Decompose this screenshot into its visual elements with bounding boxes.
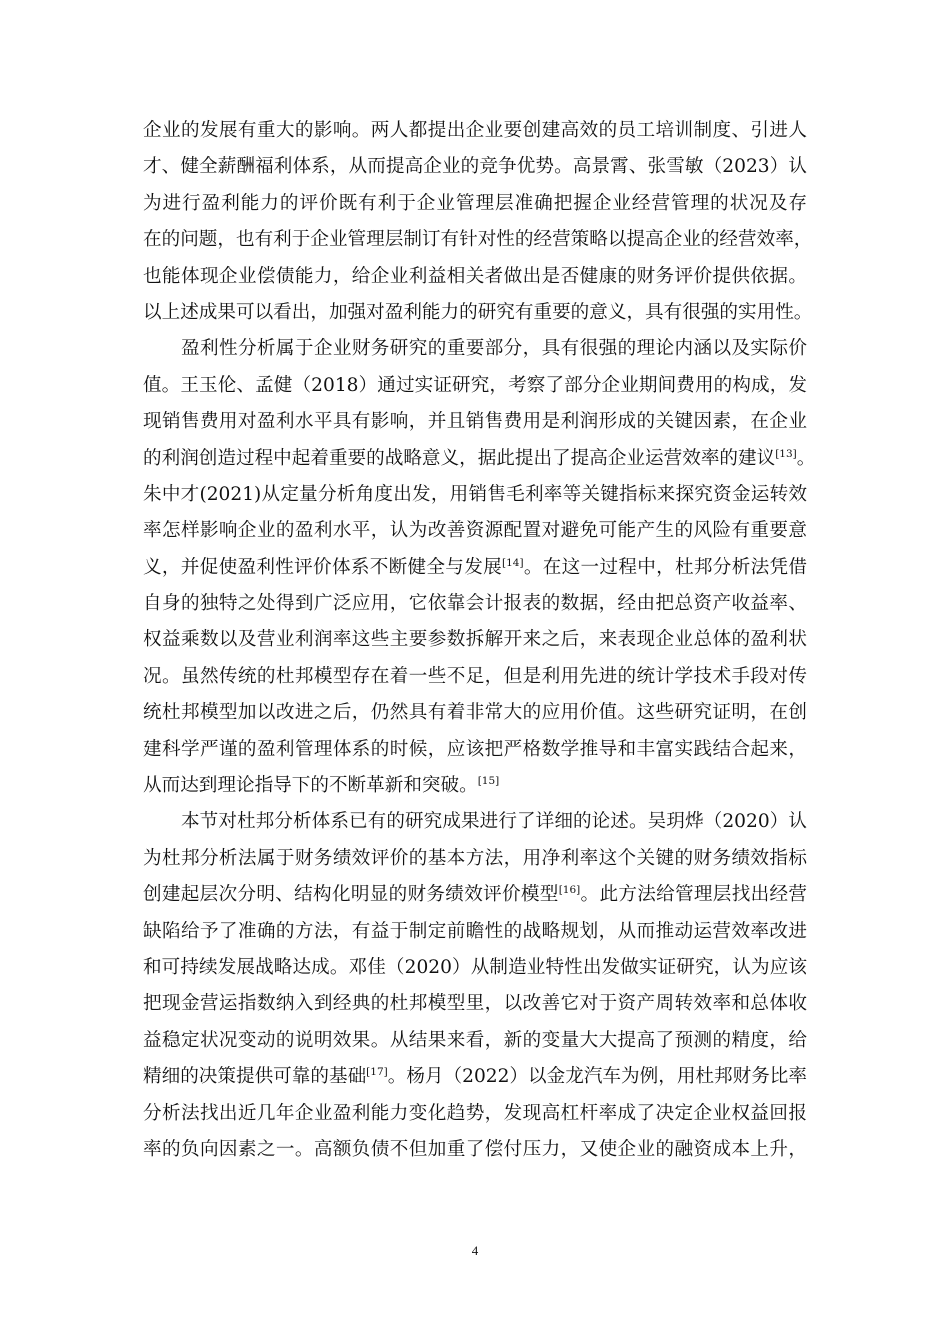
paragraph-2 bbox=[143, 331, 816, 804]
text-line: 益稳定状况变动的说明效果。从结果来看，新的变量大大提高了预测的精度，给 bbox=[143, 1029, 807, 1051]
text-line: 自身的独特之处得到广泛应用，它依靠会计报表的数据，经由把总资产收益率、 bbox=[143, 593, 807, 615]
page-number: 4 bbox=[471, 1243, 479, 1258]
text-line: 分析法找出近几年企业盈利能力变化趋势，发现高杠杆率成了决定企业权益回报 bbox=[143, 1102, 807, 1124]
citation-13: [13] bbox=[775, 447, 797, 460]
text-line: 和可持续发展战略达成。邓佳（2020）从制造业特性出发做实证研究，认为应该 bbox=[143, 956, 807, 978]
text-line: 把现金营运指数纳入到经典的杜邦模型里，以改善它对于资产周转效率和总体收 bbox=[143, 993, 807, 1015]
citation-16: [16] bbox=[558, 884, 581, 897]
text-line: 值。王玉伦、孟健（2018）通过实证研究，考察了部分企业期间费用的构成，发 bbox=[143, 374, 807, 396]
citation-15: [15] bbox=[477, 775, 500, 788]
text-line: 企业的发展有重大的影响。两人都提出企业要创建高效的员工培训制度、引进人 bbox=[143, 120, 807, 141]
text-line: 的利润创造过程中起着重要的战略意义，据此提出了提高企业运营效率的建议[13]。 bbox=[143, 447, 816, 469]
text-line: 率的负向因素之一。高额负债不但加重了偿付压力，又使企业的融资成本上升， bbox=[143, 1138, 807, 1160]
text-line: 义，并促使盈利性评价体系不断健全与发展[14]。在这一过程中，杜邦分析法凭借 bbox=[143, 556, 807, 578]
text-line: 在的问题，也有利于企业管理层制订有针对性的经营策略以提高企业的经营效率， bbox=[143, 229, 813, 251]
text-line: 缺陷给予了准确的方法，有益于制定前瞻性的战略规划，从而推动运营效率改进 bbox=[143, 920, 807, 942]
text-line: 建科学严谨的盈利管理体系的时候，应该把严格数学推导和丰富实践结合起来， bbox=[143, 738, 807, 760]
text-line: 况。虽然传统的杜邦模型存在着一些不足，但是利用先进的统计学技术手段对传 bbox=[143, 665, 807, 687]
paragraph-1 bbox=[143, 113, 813, 331]
text-line: 才、健全薪酬福利体系，从而提高企业的竞争优势。高景霄、张雪敏（2023）认 bbox=[143, 156, 807, 178]
text-line: 统杜邦模型加以改进之后，仍然具有着非常大的应用价值。这些研究证明，在创 bbox=[143, 702, 807, 724]
paragraph-3 bbox=[143, 804, 807, 1168]
text-line: 现销售费用对盈利水平具有影响，并且销售费用是利润形成的关键因素，在企业 bbox=[143, 411, 807, 433]
text-line: 率怎样影响企业的盈利水平，认为改善资源配置对避免可能产生的风险有重要意 bbox=[143, 520, 807, 542]
text-line: 从而达到理论指导下的不断革新和突破。[15] bbox=[143, 775, 500, 797]
text-line: 权益乘数以及营业利润率这些主要参数拆解开来之后，来表现企业总体的盈利状 bbox=[143, 629, 807, 651]
text-line: 创建起层次分明、结构化明显的财务绩效评价模型[16]。此方法给管理层找出经营 bbox=[143, 884, 807, 906]
text-line: 也能体现企业偿债能力，给企业利益相关者做出是否健康的财务评价提供依据。 bbox=[143, 265, 807, 287]
text-line: 以上述成果可以看出，加强对盈利能力的研究有重要的意义，具有很强的实用性。 bbox=[143, 301, 813, 323]
text-line: 为进行盈利能力的评价既有利于企业管理层准确把握企业经营管理的状况及存 bbox=[143, 192, 807, 214]
text-line: 本节对杜邦分析体系已有的研究成果进行了详细的论述。吴玥烨（2020）认 bbox=[181, 811, 807, 833]
text-line: 朱中才(2021)从定量分析角度出发，用销售毛利率等关键指标来探究资金运转效 bbox=[143, 483, 807, 505]
body-text bbox=[143, 113, 816, 1168]
text-line: 精细的决策提供可靠的基础[17]。杨月（2022）以金龙汽车为例，用杜邦财务比率 bbox=[143, 1066, 807, 1088]
text-line: 盈利性分析属于企业财务研究的重要部分，具有很强的理论内涵以及实际价 bbox=[181, 338, 807, 360]
citation-17: [17] bbox=[366, 1066, 388, 1079]
citation-14: [14] bbox=[502, 556, 524, 569]
text-line: 为杜邦分析法属于财务绩效评价的基本方法，用净利率这个关键的财务绩效指标 bbox=[143, 847, 807, 869]
